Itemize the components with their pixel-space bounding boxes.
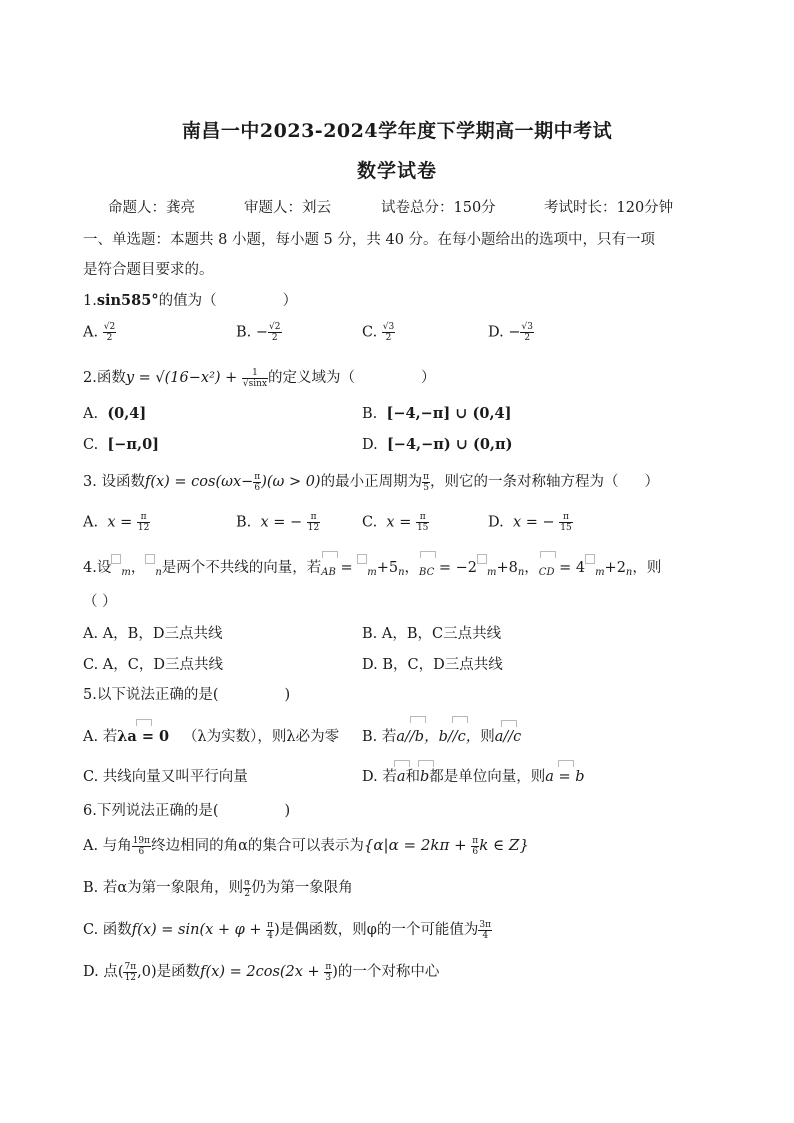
q6-close: )	[284, 803, 291, 819]
q4-option-d[interactable]: D. B，C，D三点共线	[362, 657, 503, 673]
fraction	[137, 512, 150, 533]
separator: ，	[404, 560, 420, 576]
meta-duration: 考试时长：120分钟	[544, 200, 674, 216]
option-label: A.	[83, 514, 99, 531]
fraction	[520, 322, 533, 343]
denominator: 12	[124, 972, 137, 983]
vector-b	[420, 769, 429, 785]
numerator: π	[416, 512, 429, 523]
q4-then: ，则	[632, 560, 662, 576]
q4-eq: = 4	[559, 560, 586, 576]
question-6	[83, 799, 290, 820]
q6-option-c[interactable]	[83, 918, 492, 941]
option-value: a	[396, 769, 406, 785]
set-expr: k ∈ Z}	[479, 836, 529, 854]
q1-option-b[interactable]	[236, 322, 282, 343]
denominator: 6	[472, 846, 479, 857]
placeholder-box	[145, 554, 155, 564]
denominator: 6	[138, 846, 145, 857]
numerator: π	[559, 512, 572, 523]
q4-option-a[interactable]: A. A，B，D三点共线	[83, 626, 223, 642]
q4-number: 4.设	[83, 560, 112, 576]
option-label: D.	[362, 437, 378, 453]
option-text: ,0)是函数	[137, 964, 201, 980]
option-text: 都是单位向量，则	[429, 769, 546, 785]
fraction	[422, 472, 430, 493]
page-title: 南昌一中2023-2024学年度下学期高一期中考试	[181, 120, 613, 142]
q5-option-b[interactable]	[362, 725, 521, 746]
q3-expr-2: )(ω > 0)	[261, 474, 321, 490]
numerator: π	[423, 471, 430, 482]
option-value: b	[419, 769, 430, 785]
meta-reviewer: 审题人：刘云	[244, 200, 331, 216]
vector-label: AB	[321, 567, 336, 578]
numerator: π	[307, 512, 320, 523]
placeholder-box	[111, 554, 121, 564]
option-label: A.	[83, 406, 99, 422]
q2-text: 的定义域为（	[268, 370, 356, 386]
question-3	[83, 470, 659, 493]
numerator: π	[137, 512, 150, 523]
q3-number: 3. 设函数	[83, 474, 145, 490]
numerator: 19π	[132, 835, 151, 846]
option-value: x = −	[260, 514, 303, 531]
option-label: C.	[362, 324, 378, 341]
denominator: 4	[267, 930, 273, 941]
minus-sign: −	[255, 324, 269, 341]
q4-coef: +8	[496, 560, 518, 576]
option-value: x =	[386, 514, 412, 531]
numerator: 1	[242, 368, 268, 379]
meta-author: 命题人：龚亮	[108, 200, 195, 216]
numerator: 7π	[124, 961, 137, 972]
fraction	[268, 322, 281, 343]
q2-option-d[interactable]	[362, 436, 512, 453]
q1-option-d[interactable]	[488, 322, 534, 343]
vector-cd	[539, 560, 555, 578]
q3-text: 的最小正周期为	[320, 474, 423, 490]
option-value: [−4,−π) ∪ (0,π)	[386, 436, 513, 453]
q4-coef: +5	[376, 560, 399, 576]
q6-option-d[interactable]	[83, 960, 439, 983]
numerator: π	[267, 919, 274, 930]
numerator: √2	[269, 322, 281, 332]
option-value: (0,4]	[107, 405, 147, 422]
option-expr: f(x) = sin(x + φ +	[131, 922, 262, 938]
denominator: 3	[325, 972, 332, 983]
numerator: √2	[103, 322, 116, 332]
vector-n: n	[398, 567, 405, 578]
vector-a	[397, 769, 406, 785]
q3-option-a[interactable]	[83, 512, 150, 533]
option-value: x =	[107, 514, 133, 531]
vector-m: m	[595, 567, 605, 578]
fraction	[471, 836, 479, 857]
option-text: 仍为第一象限角	[251, 880, 353, 896]
page-subtitle: 数学试卷	[356, 160, 437, 182]
section-heading: 一、单选题：本题共 8 小题，每小题 5 分，共 40 分。在每小题给出的选项中，只有一项	[83, 232, 656, 248]
q1-close: ）	[282, 293, 298, 309]
option-label: C.	[362, 514, 378, 531]
option-value: a = b	[545, 769, 585, 785]
fraction	[123, 962, 137, 983]
q1-option-a[interactable]	[83, 322, 116, 343]
q3-option-b[interactable]	[236, 512, 320, 533]
question-4: 4.设 $_m$， $_n$是两个不共线的向量，若 $_{AB} = _m+5_n$， $_{BC}$ = −2 $_m+8_n$， $_{CD}$ = 4 $_m+2_n$，则	[83, 556, 661, 578]
option-label: A.	[83, 324, 99, 341]
placeholder-box	[477, 554, 487, 564]
fraction	[242, 368, 268, 389]
option-label: B. 若	[362, 729, 397, 745]
vector-label: BC	[419, 567, 435, 578]
q5-option-d[interactable]	[362, 765, 585, 786]
q4-eq: =	[340, 560, 353, 576]
option-value: b//c，	[438, 729, 481, 745]
option-value: a//b，	[396, 729, 439, 745]
option-label: D. 点(	[83, 964, 124, 980]
q5-option-a[interactable]	[83, 725, 339, 746]
q2-expr: y = √(16−x²) +	[125, 370, 238, 386]
option-label: B.	[236, 514, 252, 531]
q1-text: 的值为（	[158, 293, 217, 309]
numerator: α	[244, 877, 251, 888]
q2-option-c[interactable]	[83, 436, 159, 453]
q1-expr: sin585°	[96, 292, 159, 309]
fraction	[416, 512, 429, 533]
question-5	[83, 683, 290, 704]
separator: ，	[524, 560, 539, 576]
option-expr: f(x) = 2cos(2x +	[200, 964, 320, 980]
vector-m: m	[367, 567, 377, 578]
placeholder-box	[585, 554, 595, 564]
option-value: x = −	[512, 514, 555, 531]
q6-option-a[interactable]	[83, 834, 529, 857]
option-text: )的一个对称中心	[332, 964, 440, 980]
q5-close: )	[284, 687, 291, 703]
option-value: λa = 0	[117, 728, 170, 745]
numerator: π	[472, 835, 479, 846]
option-label: D. 若	[362, 769, 397, 785]
q4-coef: +2	[604, 560, 626, 576]
vector-expr	[545, 769, 584, 785]
fraction	[103, 322, 116, 343]
denominator: 2	[271, 333, 278, 343]
q3-option-c[interactable]	[362, 512, 429, 533]
denominator: 2	[385, 333, 392, 343]
q2-option-a[interactable]	[83, 405, 146, 422]
option-text: 则	[480, 729, 495, 745]
vector-ab	[321, 560, 336, 578]
denominator: 2	[524, 333, 531, 343]
q3-close: ）	[644, 474, 660, 490]
q2-option-b[interactable]	[362, 405, 511, 422]
numerator: π	[254, 471, 261, 482]
option-label: A. 若	[83, 729, 118, 745]
option-text: )是偶函数，则φ的一个可能值为	[274, 922, 479, 938]
denominator: 6	[254, 482, 261, 493]
q4-option-c[interactable]: C. A，C，D三点共线	[83, 657, 223, 673]
denominator: 4	[482, 930, 489, 941]
option-label: B.	[236, 324, 252, 341]
fraction	[478, 920, 492, 941]
q5-text: 5.以下说法正确的是(	[83, 687, 219, 703]
numerator: π	[325, 961, 332, 972]
option-label: B. 若α为第一象限角，则	[83, 880, 244, 896]
vector-expr	[396, 725, 438, 746]
option-value: [−π,0]	[107, 436, 160, 453]
fraction	[307, 512, 320, 533]
q6-option-b[interactable]	[83, 876, 353, 899]
numerator: √3	[521, 322, 533, 332]
fraction	[132, 836, 151, 857]
vector-expr	[117, 728, 169, 745]
vector-m: m	[486, 567, 497, 578]
numerator: √3	[382, 322, 395, 332]
option-text: 和	[405, 769, 420, 785]
fraction	[559, 512, 572, 533]
q2-number: 2.函数	[83, 370, 126, 386]
denominator: 2	[106, 333, 113, 343]
q1-number: 1.	[83, 293, 97, 309]
fraction	[382, 322, 395, 343]
q4-eq: = −2	[438, 560, 477, 576]
vector-label: CD	[538, 567, 555, 578]
q4-option-b[interactable]: B. A，B，C三点共线	[362, 626, 502, 642]
q3-option-d[interactable]	[488, 512, 573, 533]
question-1	[83, 289, 297, 310]
meta-total: 试卷总分：150分	[381, 200, 496, 216]
fraction	[266, 920, 274, 941]
placeholder-box	[357, 554, 367, 564]
q5-option-c[interactable]: C. 共线向量又叫平行向量	[83, 769, 248, 785]
denominator: 12	[307, 523, 320, 533]
option-label: B.	[362, 406, 378, 422]
denominator: 2	[244, 888, 251, 899]
denominator: 15	[416, 523, 429, 533]
q2-close: ）	[421, 370, 436, 386]
vector-n: n	[625, 567, 633, 578]
q6-text: 6.下列说法正确的是(	[83, 803, 219, 819]
q4-text: 是两个不共线的向量，若	[161, 560, 322, 576]
option-value: [−4,−π] ∪ (0,4]	[386, 405, 512, 422]
option-value: a//c	[494, 729, 522, 745]
question-2	[83, 366, 436, 389]
q3-expr: f(x) = cos(ωx−	[144, 474, 254, 490]
q4-answer-blank: （ ）	[83, 594, 117, 610]
vector-n: n	[517, 567, 525, 578]
set-expr: {α|α = 2kπ +	[363, 836, 467, 854]
vector-expr	[495, 729, 522, 745]
option-label: A. 与角	[83, 838, 132, 854]
vector-expr	[439, 725, 481, 746]
denominator: √sinx	[242, 378, 268, 389]
option-text: 终边相同的角α的集合可以表示为	[151, 838, 364, 854]
option-text: （λ为实数），则λ必为零	[182, 729, 340, 745]
section-heading-cont: 是符合题目要求的。	[83, 262, 214, 278]
q3-text-2: ，则它的一条对称轴方程为（	[430, 474, 619, 490]
vector-bc	[419, 560, 434, 578]
denominator: 12	[137, 523, 150, 533]
option-label: D.	[488, 514, 504, 531]
option-label: D.	[488, 324, 504, 341]
q1-option-c[interactable]	[362, 322, 395, 343]
vector-n: n	[155, 567, 162, 578]
option-label: C. 函数	[83, 922, 132, 938]
minus-sign: −	[508, 324, 521, 341]
denominator: 5	[423, 482, 429, 493]
denominator: 15	[560, 523, 572, 533]
option-label: C.	[83, 437, 99, 453]
numerator: 3π	[479, 919, 492, 930]
fraction	[253, 472, 261, 493]
vector-m: m	[121, 567, 131, 578]
